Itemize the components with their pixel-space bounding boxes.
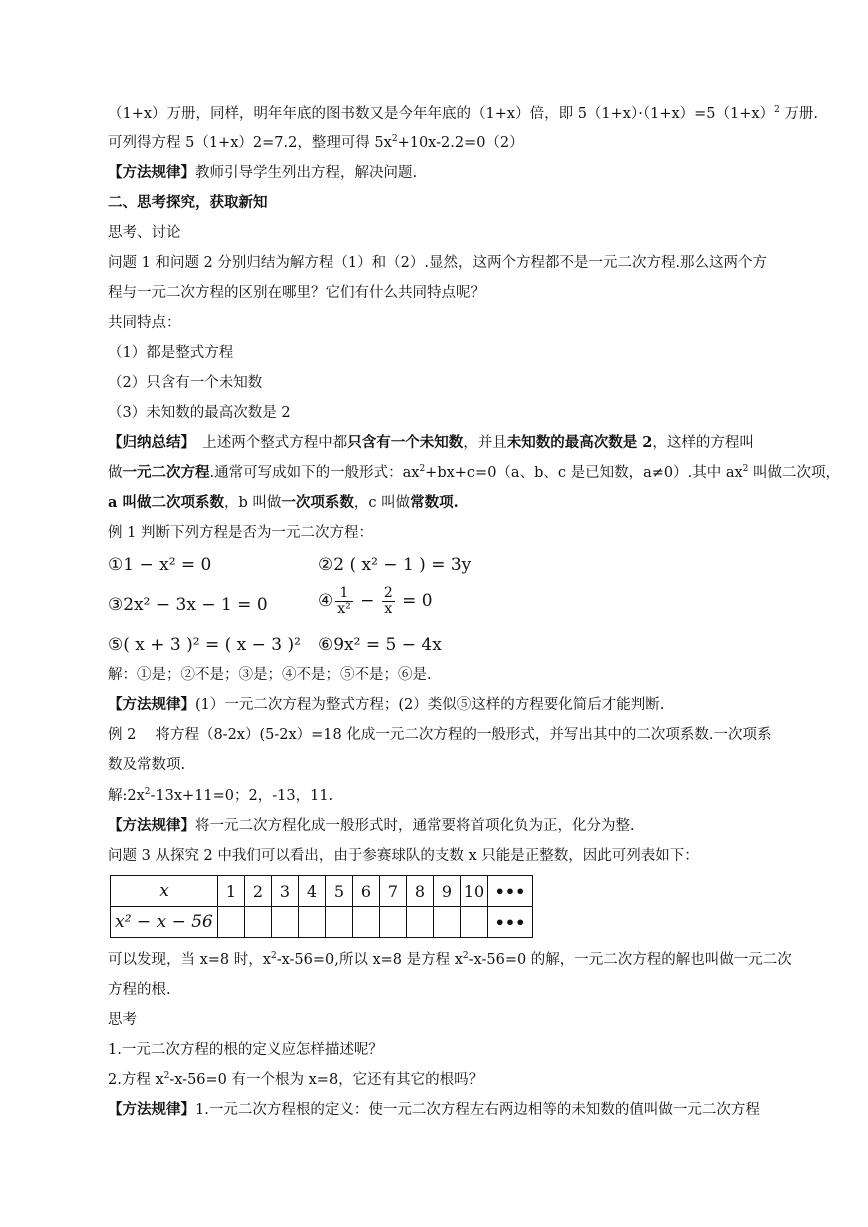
answer-line: 解：①是；②不是；③是；④不是；⑤不是；⑥是. xyxy=(108,667,432,683)
table-header-cell: x xyxy=(111,876,218,907)
method-rule: 【方法规律】1.一元二次方程根的定义：使一元二次方程左右两边相等的未知数的值叫做一元二次方程 xyxy=(108,1101,760,1118)
table-cell xyxy=(272,907,299,938)
paragraph-line: 思考 xyxy=(108,1012,137,1028)
question-line: 2.方程 $x^2-x-56=0$ 有一个根为 x=8，它还有其它的根吗？ xyxy=(108,1071,484,1088)
list-item: （1）都是整式方程 xyxy=(108,345,234,361)
table-row xyxy=(111,876,533,907)
equation-5: ⑤( x + 3 )² = ( x − 3 )² xyxy=(108,635,301,655)
equation-3: ③2x² − 3x − 1 = 0 xyxy=(108,595,268,615)
table-cell xyxy=(461,907,488,938)
paragraph-line: 可以发现，当 x=8 时，$x^2-x-56=0$,所以 x=8 是方程 $x^2-x-56=0$ 的解，一元二次方程的解也叫做一元二次 xyxy=(108,951,792,968)
table-cell: 4 xyxy=(299,876,326,907)
answer-line: 解$:2x^2-13x+11=0$；2，-13，11. xyxy=(108,787,334,804)
table-cell xyxy=(326,907,353,938)
equation-4: ④ $\frac{1}{\text{x²}}$ − $\frac{2}{x}$ = 0 xyxy=(318,585,433,617)
paragraph-line: 方程的根. xyxy=(108,982,171,998)
fraction: $\frac{1}{\text{x²}}$ xyxy=(337,585,351,617)
table-cell xyxy=(407,907,434,938)
table-cell xyxy=(434,907,461,938)
table-cell: 7 xyxy=(380,876,407,907)
list-item: （3）未知数的最高次数是 2 xyxy=(108,405,291,421)
table-header-cell: x² − x − 56 xyxy=(111,907,218,938)
paragraph-line: 可列得方程 5（1+x）2=7.2，整理可得 $5x^2+10x-2.2=0(2)$ xyxy=(108,134,524,151)
paragraph-line: （1+x）万册，同样，明年年底的图书数又是今年年底的（1+x）倍，即 $5(1+x)\cdot(1+x)=5(1+x)^2$ 万册. xyxy=(108,105,819,122)
method-rule: 【方法规律】(1）一元二次方程为整式方程；(2）类似⑤这样的方程要化简后才能判断. xyxy=(108,696,665,713)
summary-line: 【归纳总结】 上述两个整式方程中都只含有一个未知数，并且未知数的最高次数是 2，这样的方程叫 xyxy=(108,434,754,451)
paragraph-line: 数及常数项. xyxy=(108,757,186,773)
paragraph-line: 程与一元二次方程的区别在哪里？它们有什么共同特点呢？ xyxy=(108,285,485,301)
summary-line: a 叫做二次项系数，b 叫做一次项系数，c 叫做常数项. xyxy=(108,494,459,511)
paragraph-line: 问题 1 和问题 2 分别归结为解方程（1）和（2）.显然，这两个方程都不是一元二次方程.那么这两个方 xyxy=(108,255,768,271)
paragraph-line: 问题 3 从探究 2 中我们可以看出，由于参赛球队的支数 x 只能是正整数，因此可列表如下： xyxy=(108,848,699,864)
equation-6: ⑥9x² = 5 − 4x xyxy=(318,635,442,655)
table-cell: 9 xyxy=(434,876,461,907)
table-cell: 10 xyxy=(461,876,488,907)
summary-line: 做一元二次方程.通常可写成如下的一般形式：$ax^2+bx+c=0(a$、b、c 是已知数，a≠0）.其中 $ax^2$ 叫做二次项， xyxy=(108,464,840,481)
table-cell xyxy=(299,907,326,938)
table-cell: 3 xyxy=(272,876,299,907)
table-row xyxy=(111,907,533,938)
question-line: 1.一元二次方程的根的定义应怎样描述呢？ xyxy=(108,1042,383,1058)
method-rule: 【方法规律】将一元二次方程化成一般形式时，通常要将首项化负为正，化分为整. xyxy=(108,817,635,834)
example-title: 例 1 判断下列方程是否为一元二次方程： xyxy=(108,525,373,541)
table-cell: 1 xyxy=(218,876,245,907)
equation-2: ②2 ( x² − 1 ) = 3y xyxy=(318,555,472,575)
table-cell-ellipsis: ••• xyxy=(488,907,533,938)
fraction: $\frac{2}{x}$ xyxy=(383,585,393,617)
paragraph-line: 思考、讨论 xyxy=(108,225,181,241)
table-cell: 8 xyxy=(407,876,434,907)
list-item: （2）只含有一个未知数 xyxy=(108,375,263,391)
example-title: 例 2 将方程（8-2x）(5-2x）=18 化成一元二次方程的一般形式，并写出其中的二次项系数.一次项系 xyxy=(108,727,772,743)
section-heading: 二、思考探究，获取新知 xyxy=(108,194,268,211)
value-table xyxy=(110,875,533,938)
method-rule: 【方法规律】教师引导学生列出方程，解决问题. xyxy=(108,164,418,181)
table-cell: 6 xyxy=(353,876,380,907)
equation-1: ①1 − x² = 0 xyxy=(108,555,212,575)
paragraph-line: 共同特点： xyxy=(108,315,181,331)
table-cell xyxy=(353,907,380,938)
table-cell xyxy=(218,907,245,938)
table-cell-ellipsis: ••• xyxy=(488,876,533,907)
table-cell: 5 xyxy=(326,876,353,907)
table-cell xyxy=(380,907,407,938)
table-cell xyxy=(245,907,272,938)
table-cell: 2 xyxy=(245,876,272,907)
